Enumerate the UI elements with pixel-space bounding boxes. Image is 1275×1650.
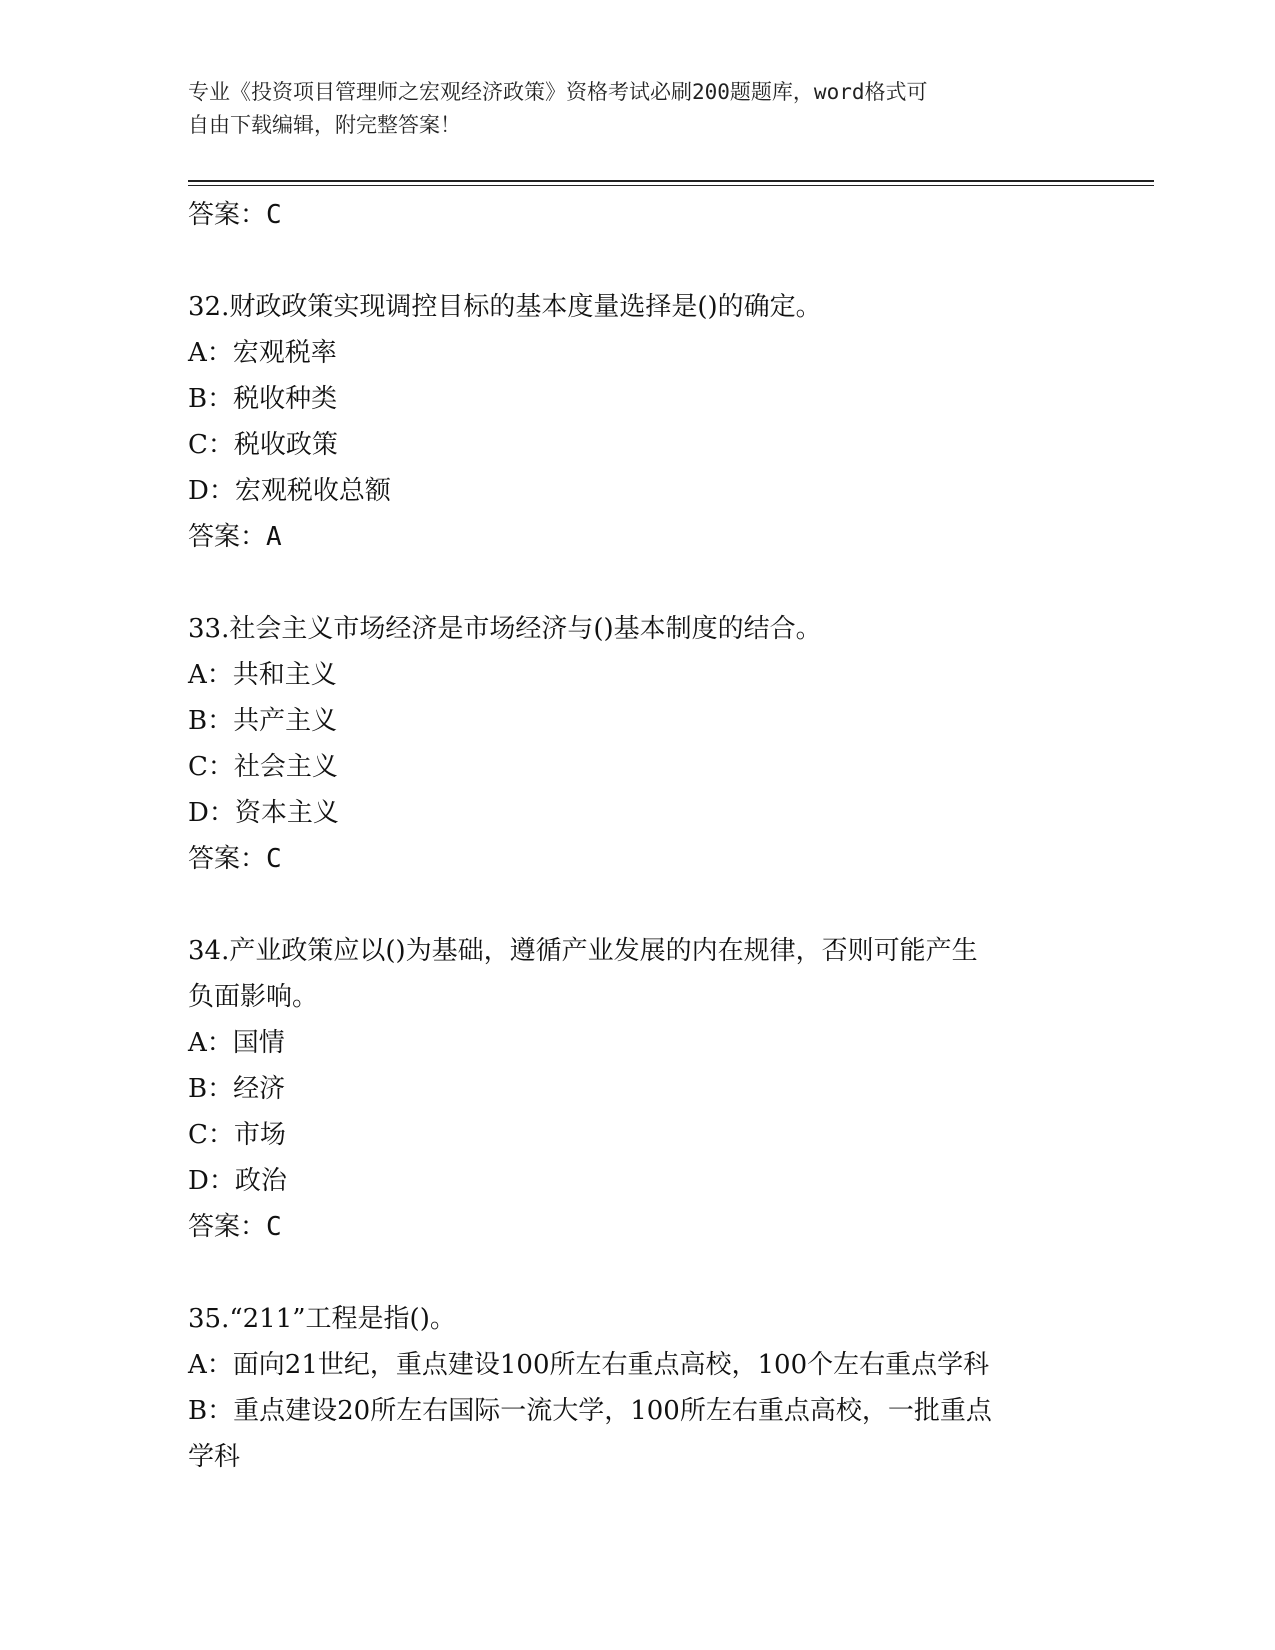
question-35-option-b-line-2: 学科 bbox=[188, 1442, 241, 1472]
question-35-option-b-line-1: B：重点建设20所左右国际一流大学，100所左右重点高校，一批重点 bbox=[188, 1396, 992, 1426]
question-35-option-a: A：面向21世纪，重点建设100所左右重点高校，100个左右重点学科 bbox=[188, 1350, 990, 1380]
question-32 bbox=[188, 284, 1088, 560]
question-34-answer: 答案：C bbox=[188, 1212, 282, 1242]
question-35-stem: 35.“211”工程是指()。 bbox=[188, 1304, 456, 1334]
question-32-option-b: B：税收种类 bbox=[188, 384, 338, 414]
question-34 bbox=[188, 928, 1088, 1250]
question-34-option-c: C：市场 bbox=[188, 1120, 286, 1150]
question-32-option-a: A：宏观税率 bbox=[188, 338, 337, 368]
header-line-1: 专业《投资项目管理师之宏观经济政策》资格考试必刷200题题库，word格式可 bbox=[188, 80, 928, 104]
question-32-answer: 答案：A bbox=[188, 522, 282, 552]
question-34-option-d: D：政治 bbox=[188, 1166, 287, 1196]
header-line-2: 自由下载编辑，附完整答案！ bbox=[188, 113, 461, 137]
question-34-stem-line-1: 34.产业政策应以()为基础，遵循产业发展的内在规律，否则可能产生 bbox=[188, 936, 978, 966]
question-33-option-a: A：共和主义 bbox=[188, 660, 337, 690]
question-32-option-d: D：宏观税收总额 bbox=[188, 476, 391, 506]
question-list bbox=[188, 192, 1088, 1480]
question-33-option-d: D：资本主义 bbox=[188, 798, 339, 828]
question-33-answer: 答案：C bbox=[188, 844, 282, 874]
question-32-stem: 32.财政政策实现调控目标的基本度量选择是()的确定。 bbox=[188, 292, 822, 322]
document-header bbox=[188, 76, 1088, 142]
question-34-option-a: A：国情 bbox=[188, 1028, 285, 1058]
question-34-option-b: B：经济 bbox=[188, 1074, 286, 1104]
question-35 bbox=[188, 1296, 1088, 1480]
header-rule-thick bbox=[188, 180, 1154, 182]
question-33-stem: 33.社会主义市场经济是市场经济与()基本制度的结合。 bbox=[188, 614, 822, 644]
answer-31: 答案：C bbox=[188, 200, 282, 230]
question-33 bbox=[188, 606, 1088, 882]
question-33-option-c: C：社会主义 bbox=[188, 752, 338, 782]
question-33-option-b: B：共产主义 bbox=[188, 706, 338, 736]
question-32-option-c: C：税收政策 bbox=[188, 430, 338, 460]
header-rule-thin bbox=[188, 185, 1154, 186]
question-34-stem-line-2: 负面影响。 bbox=[188, 982, 319, 1012]
